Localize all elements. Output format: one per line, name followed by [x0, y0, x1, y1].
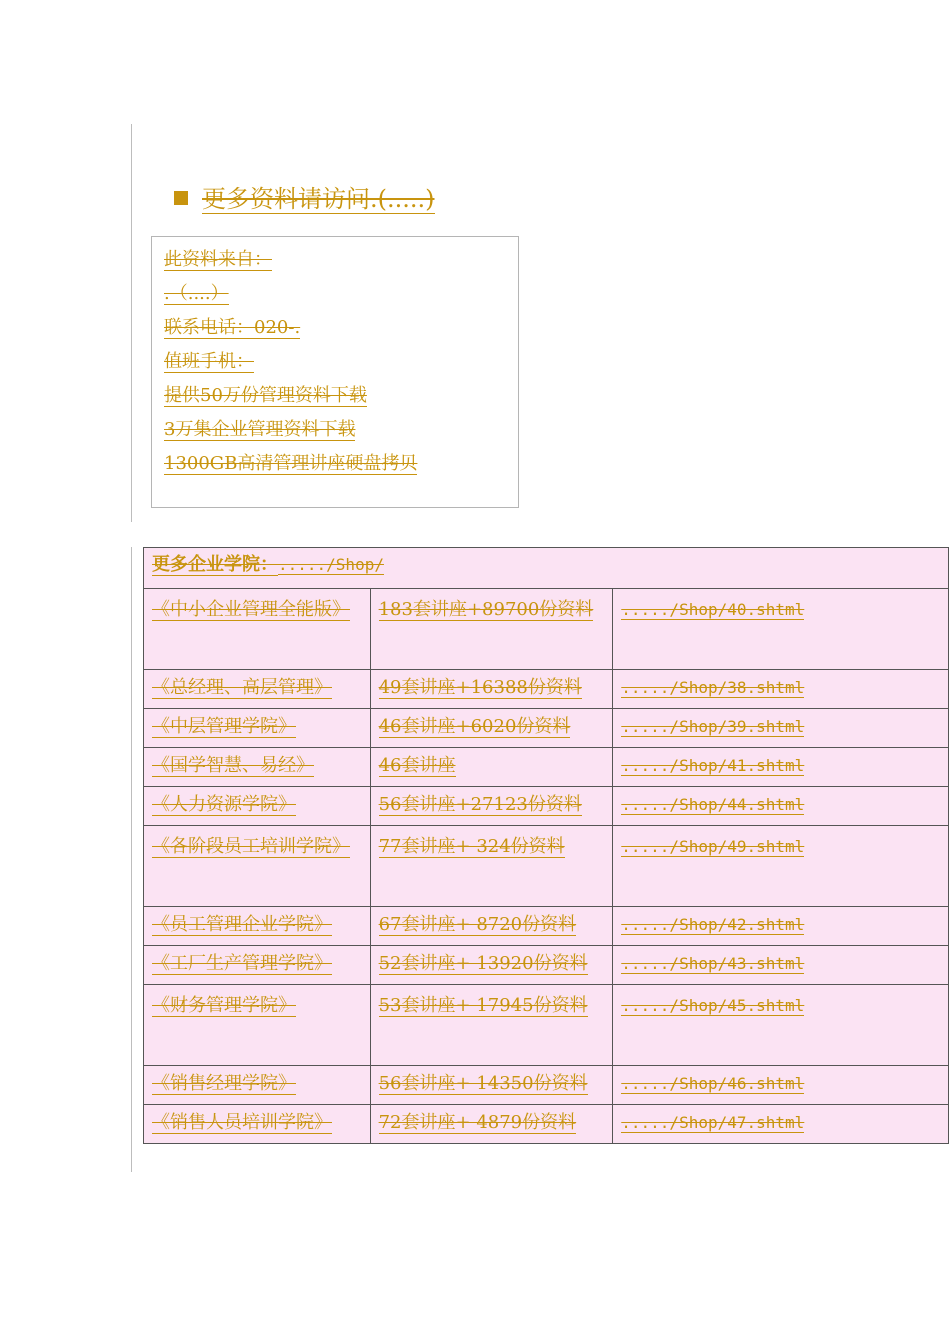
info-offer-1[interactable]: 提供50万份管理资料下载 — [164, 385, 367, 406]
info-line — [164, 311, 518, 345]
academy-table — [143, 547, 949, 1144]
info-offer-2[interactable]: 3万集企业管理资料下载 — [164, 419, 356, 440]
academy-desc: 46套讲座+6020份资料 — [378, 716, 571, 737]
table-row — [144, 946, 949, 985]
header-label: 更多企业学院： — [152, 554, 278, 575]
square-bullet-icon — [174, 191, 188, 205]
academy-name-link[interactable]: 《中小企业管理全能版》 — [152, 599, 350, 620]
academy-desc: 56套讲座+ 14350份资料 — [378, 1073, 588, 1094]
info-box — [151, 236, 519, 508]
academy-name-link[interactable]: 《销售人员培训学院》 — [152, 1112, 332, 1133]
academy-name-link[interactable]: 《各阶段员工培训学院》 — [152, 836, 350, 857]
table-header-cell — [144, 548, 949, 589]
revision-bar-top — [131, 124, 132, 522]
table-row — [144, 787, 949, 826]
academy-url-link[interactable]: ...../Shop/42.shtml — [621, 915, 805, 934]
table-row — [144, 907, 949, 946]
info-line — [164, 243, 518, 277]
academy-desc: 52套讲座+ 13920份资料 — [378, 953, 588, 974]
academy-name-link[interactable]: 《中层管理学院》 — [152, 716, 296, 737]
table-row — [144, 1105, 949, 1144]
info-line — [164, 277, 518, 311]
academy-name-link[interactable]: 《员工管理企业学院》 — [152, 914, 332, 935]
info-mobile: 值班手机： — [164, 351, 254, 372]
academy-name-link[interactable]: 《销售经理学院》 — [152, 1073, 296, 1094]
academy-name-link[interactable]: 《工厂生产管理学院》 — [152, 953, 332, 974]
academy-desc: 56套讲座+27123份资料 — [378, 794, 582, 815]
academy-url-link[interactable]: ...../Shop/40.shtml — [621, 600, 805, 619]
academy-name-link[interactable]: 《人力资源学院》 — [152, 794, 296, 815]
heading — [174, 183, 435, 215]
revision-bar-bottom — [131, 547, 132, 1172]
academy-desc: 67套讲座+ 8720份资料 — [378, 914, 577, 935]
info-line — [164, 447, 518, 481]
table-header-row — [144, 548, 949, 589]
academy-url-link[interactable]: ...../Shop/44.shtml — [621, 795, 805, 814]
academy-url-link[interactable]: ...../Shop/46.shtml — [621, 1074, 805, 1093]
academy-desc: 183套讲座+89700份资料 — [378, 599, 594, 620]
table-row — [144, 589, 949, 670]
academy-name-link[interactable]: 《国学智慧、易经》 — [152, 755, 314, 776]
academy-desc: 53套讲座+ 17945份资料 — [378, 995, 588, 1016]
info-line — [164, 413, 518, 447]
academy-name-link[interactable]: 《财务管理学院》 — [152, 995, 296, 1016]
academy-desc: 46套讲座 — [378, 755, 456, 776]
academy-url-link[interactable]: ...../Shop/41.shtml — [621, 756, 805, 775]
info-source: 此资料来自： — [164, 249, 272, 270]
academy-desc: 72套讲座+ 4879份资料 — [378, 1112, 577, 1133]
info-offer-3[interactable]: 1300GB高清管理讲座硬盘拷贝 — [164, 453, 418, 474]
academy-desc: 49套讲座+16388份资料 — [378, 677, 582, 698]
table-row — [144, 985, 949, 1066]
academy-url-link[interactable]: ...../Shop/38.shtml — [621, 678, 805, 697]
info-phone: 联系电话：020-. — [164, 317, 301, 338]
table-row — [144, 1066, 949, 1105]
academy-name-link[interactable]: 《总经理、高层管理》 — [152, 677, 332, 698]
academy-url-link[interactable]: ...../Shop/39.shtml — [621, 717, 805, 736]
table-row — [144, 826, 949, 907]
info-line — [164, 345, 518, 379]
academy-url-link[interactable]: ...../Shop/47.shtml — [621, 1113, 805, 1132]
header-url-link[interactable]: ...../Shop/ — [278, 555, 384, 574]
academy-url-link[interactable]: ...../Shop/43.shtml — [621, 954, 805, 973]
heading-link[interactable]: 更多资料请访问.(.....) — [202, 185, 435, 213]
table-row — [144, 709, 949, 748]
info-site[interactable]: .（....） — [164, 283, 229, 304]
academy-url-link[interactable]: ...../Shop/45.shtml — [621, 996, 805, 1015]
academy-desc: 77套讲座+ 324份资料 — [378, 836, 565, 857]
info-line — [164, 379, 518, 413]
academy-url-link[interactable]: ...../Shop/49.shtml — [621, 837, 805, 856]
table-row — [144, 748, 949, 787]
table-row — [144, 670, 949, 709]
